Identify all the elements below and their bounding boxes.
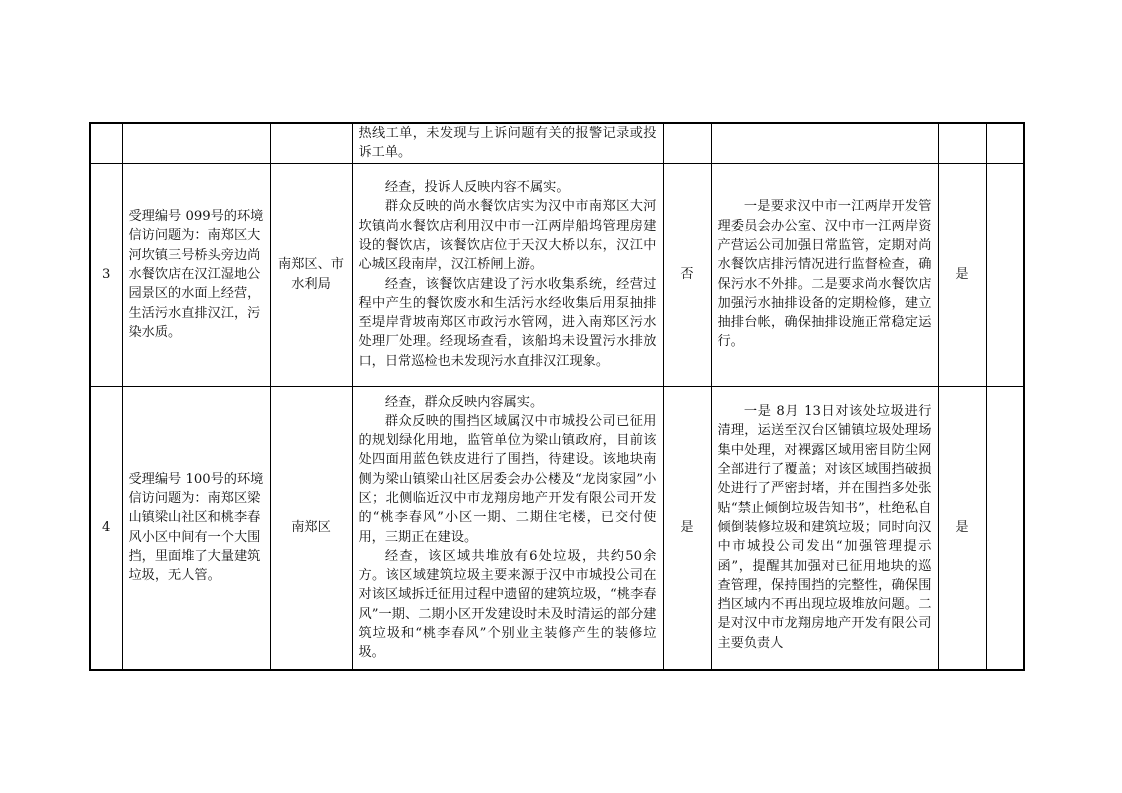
row-unit: 南郑区	[270, 386, 352, 670]
table-row	[90, 163, 1024, 386]
row-completed: 是	[938, 386, 986, 670]
row-completed	[938, 123, 986, 163]
actions-paragraph: 一是 8月 13日对该处垃圾进行清理，运送至汉台区铺镇垃圾处理场集中处理，对裸露区域用密目防尘网全部进行了覆盖；对该区域围挡破损处进行了严密封堵，并在围挡多处张贴“禁止倾倒垃圾告知书”，杜绝私自倾倒装修垃圾和建筑垃圾；同时向汉中市城投公司发出“加强管理提示函”，提醒其加强对已征用地块的巡查管理，保持围挡的完整性，确保围挡区域内不再出现垃圾堆放问题。二是对汉中市龙翔房地产开发有限公司主要负责人	[717, 404, 932, 651]
row-actions	[711, 123, 938, 163]
table-body	[90, 123, 1024, 670]
row-verified: 是	[663, 386, 711, 670]
row-description	[122, 123, 270, 163]
row-remark	[986, 163, 1024, 386]
row-findings	[352, 386, 663, 670]
row-description: 受理编号 100号的环境信访问题为：南郑区梁山镇梁山社区和桃李春风小区中间有一个大围挡，里面堆了大量建筑垃圾，无人管。	[122, 386, 270, 670]
row-findings	[352, 163, 663, 386]
table-row	[90, 386, 1024, 670]
row-index: 4	[90, 386, 122, 670]
row-verified	[663, 123, 711, 163]
row-index	[90, 123, 122, 163]
complaint-table	[89, 122, 1025, 671]
row-unit	[270, 123, 352, 163]
row-actions	[711, 386, 938, 670]
findings-paragraph: 群众反映的尚水餐饮店实为汉中市南郑区大河坎镇尚水餐饮店利用汉中市一江两岸船坞管理房建设的餐饮店，该餐饮店位于天汉大桥以东，汉江中心城区段南岸，汉江桥闸上游。	[358, 199, 657, 273]
findings-paragraph: 热线工单，未发现与上诉问题有关的报警记录或投诉工单。	[358, 126, 657, 161]
row-remark	[986, 386, 1024, 670]
row-actions	[711, 163, 938, 386]
findings-paragraph: 经查，该餐饮店建设了污水收集系统，经营过程中产生的餐饮废水和生活污水经收集后用泵抽排至堤岸背坡南郑区市政污水管网，进入南郑区污水处理厂处理。经现场查看，该船坞未设置污水排放口，日常巡检也未发现污水直排汉江现象。	[358, 276, 657, 369]
row-unit: 南郑区、市水利局	[270, 163, 352, 386]
row-verified: 否	[663, 163, 711, 386]
findings-paragraph: 群众反映的围挡区域属汉中市城投公司已征用的规划绿化用地，监管单位为梁山镇政府，目前该处四面用蓝色铁皮进行了围挡，待建设。该地块南侧为梁山镇梁山社区居委会办公楼及“龙岗家园”小区；北侧临近汉中市龙翔房地产开发有限公司开发的“桃李春风”小区一期、二期住宅楼，已交付使用，三期正在建设。	[358, 413, 657, 545]
table-row	[90, 123, 1024, 163]
findings-paragraph: 经查，群众反映内容属实。	[384, 394, 544, 410]
findings-paragraph: 经查，投诉人反映内容不属实。	[384, 180, 570, 196]
row-description: 受理编号 099号的环境信访问题为：南郑区大河坎镇三号桥头旁边尚水餐饮店在汉江湿地公园景区的水面上经营，生活污水直排汉江，污染水质。	[122, 163, 270, 386]
actions-paragraph: 一是要求汉中市一江两岸开发管理委员会办公室、汉中市一江两岸资产营运公司加强日常监管，定期对尚水餐饮店排污情况进行监督检查，确保污水不外排。二是要求尚水餐饮店加强污水抽排设备的定期检修，建立抽排台帐，确保抽排设施正常稳定运行。	[717, 199, 932, 350]
row-remark	[986, 123, 1024, 163]
row-completed: 是	[938, 163, 986, 386]
row-index: 3	[90, 163, 122, 386]
findings-paragraph: 经查，该区域共堆放有6处垃圾，共约50余方。该区域建筑垃圾主要来源于汉中市城投公司在对该区域拆迁征用过程中遗留的建筑垃圾，“桃李春风”一期、二期小区开发建设时未及时清运的部分建筑垃圾和“桃李春风”个别业主装修产生的装修垃圾。	[358, 548, 657, 661]
row-findings	[352, 123, 663, 163]
